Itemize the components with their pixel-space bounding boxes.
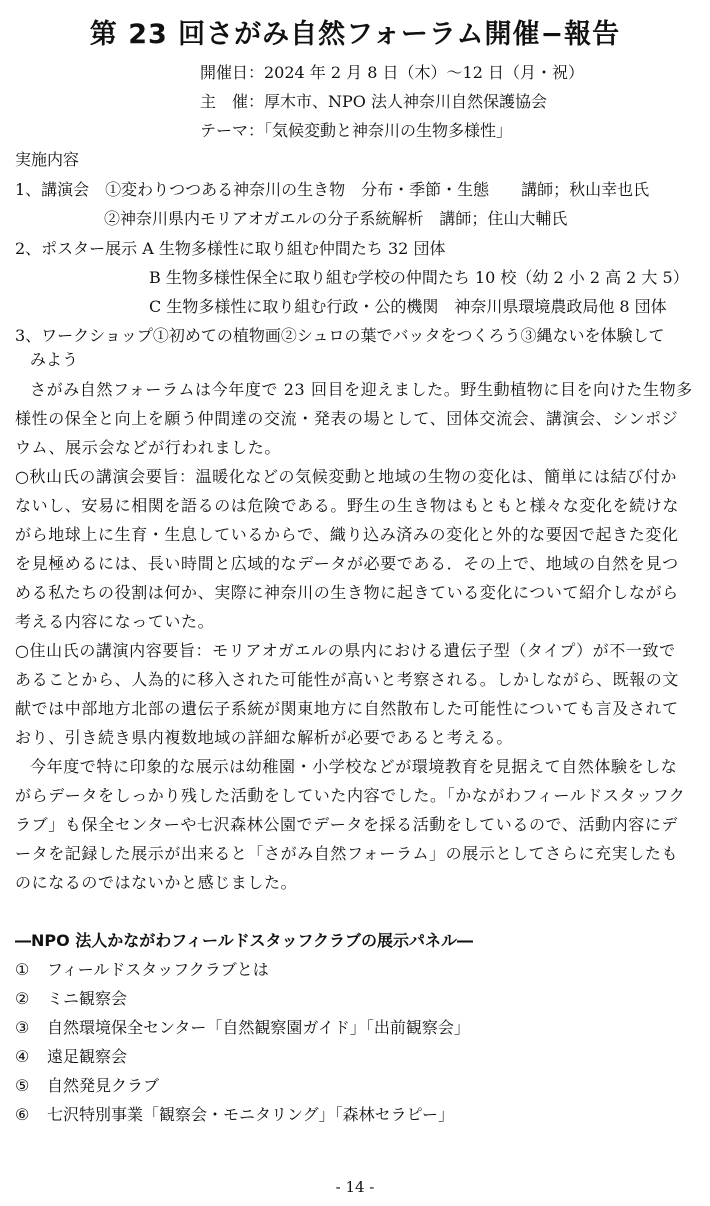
- list-text: 遠足観察会: [47, 1047, 128, 1066]
- list-item: [15, 1076, 159, 1096]
- workshop-item-cont: みよう: [30, 350, 79, 369]
- page-number: - 14 -: [335, 1178, 375, 1196]
- list-item: [15, 960, 269, 980]
- paragraph-line: がら地球上に生育・生息しているからで、織り込み済みの変化と外的な要因で起きた変化: [15, 525, 679, 544]
- list-number: ④: [15, 1047, 30, 1066]
- lecture-item-2: ②神奈川県内モリアオガエルの分子系統解析 講師；住山大輔氏: [104, 209, 568, 228]
- paragraph-line: さがみ自然フォーラムは今年度で 23 回目を迎えました。野生動植物に目を向けた生物多: [30, 380, 693, 399]
- paragraph-line: める私たちの役割は何か、実際に神奈川の生き物に起きている変化について紹介しながら: [15, 583, 679, 602]
- contents-heading: 実施内容: [15, 150, 80, 169]
- poster-item-c: C 生物多様性に取り組む行政・公的機関 神奈川県環境農政局他 8 団体: [149, 297, 667, 316]
- list-text: 七沢特別事業「観察会・モニタリング」「森林セラピー」: [47, 1105, 455, 1124]
- poster-item-b: B 生物多様性保全に取り組む学校の仲間たち 10 校（幼 2 小 2 高 2 大 5）: [149, 268, 689, 287]
- list-text: フィールドスタッフクラブとは: [47, 960, 269, 979]
- paragraph-line: 今年度で特に印象的な展示は幼稚園・小学校などが環境教育を見据えて自然体験をしな: [30, 757, 678, 776]
- paragraph-line: ラブ」も保全センターや七沢森林公園でデータを採る活動をしているので、活動内容にデ: [15, 815, 679, 834]
- list-text: 自然環境保全センター「自然観察園ガイド」「出前観察会」: [47, 1018, 470, 1037]
- paragraph-line: がらデータをしっかり残した活動をしていた内容でした。「かながわフィールドスタッフク: [15, 786, 686, 805]
- paragraph-line: おり、引き続き県内複数地域の詳細な解析が必要であると考える。: [15, 728, 514, 747]
- list-item: [15, 1018, 470, 1038]
- list-number: ⑥: [15, 1105, 30, 1124]
- lecture-item-1: 1、講演会 ①変わりつつある神奈川の生き物 分布・季節・生態 講師；秋山幸也氏: [15, 180, 650, 199]
- paragraph-line: 考える内容になっていた。: [15, 612, 215, 631]
- panel-heading: ―NPO 法人かながわフィールドスタッフクラブの展示パネル―: [15, 931, 474, 950]
- paragraph-line: ○秋山氏の講演会要旨：温暖化などの気候変動と地域の生物の変化は、簡単には結び付か: [15, 467, 677, 486]
- paragraph-line: あることから、人為的に移入された可能性が高いと考察される。しかしながら、既報の文: [15, 670, 680, 689]
- list-number: ①: [15, 960, 30, 979]
- event-theme: テーマ：「気候変動と神奈川の生物多様性」: [200, 121, 513, 140]
- list-text: 自然発見クラブ: [47, 1076, 160, 1095]
- page-title: 第 23 回さがみ自然フォーラム開催−報告: [89, 19, 621, 50]
- list-item: [15, 1047, 127, 1067]
- list-text: ミニ観察会: [47, 989, 128, 1008]
- paragraph-line: のになるのではないかと感じました。: [15, 873, 298, 892]
- workshop-item: 3、ワークショップ①初めての植物画②シュロの葉でバッタをつくろう③縄ないを体験して: [15, 326, 665, 345]
- list-item: [15, 1105, 454, 1125]
- list-number: ⑤: [15, 1076, 30, 1095]
- list-item: [15, 989, 127, 1009]
- paragraph-line: 様性の保全と向上を願う仲間達の交流・発表の場として、団体交流会、講演会、シンポジ: [15, 409, 679, 428]
- event-host: 主 催：厚木市、NPO 法人神奈川自然保護協会: [200, 92, 547, 111]
- paragraph-line: ータを記録した展示が出来ると「さがみ自然フォーラム」の展示としてさらに充実したも: [15, 844, 679, 863]
- paragraph-line: ○住山氏の講演内容要旨：モリアオガエルの県内における遺伝子型（タイプ）が不一致で: [15, 641, 676, 660]
- paragraph-line: ないし、安易に相関を語るのは危険である。野生の生き物はもともと様々な変化を続けな: [15, 496, 680, 515]
- poster-item-a: 2、ポスター展示 A 生物多様性に取り組む仲間たち 32 団体: [15, 239, 446, 258]
- list-number: ③: [15, 1018, 30, 1037]
- list-number: ②: [15, 989, 30, 1008]
- paragraph-line: ウム、展示会などが行われました。: [15, 438, 281, 457]
- event-date: 開催日：2024 年 2 月 8 日（木）〜12 日（月・祝）: [200, 63, 584, 82]
- paragraph-line: を見極めるには、長い時間と広域的なデータが必要である．その上で、地域の自然を見つ: [15, 554, 679, 573]
- paragraph-line: 献では中部地方北部の遺伝子系統が関東地方に自然散布した可能性についても言及されて: [15, 699, 679, 718]
